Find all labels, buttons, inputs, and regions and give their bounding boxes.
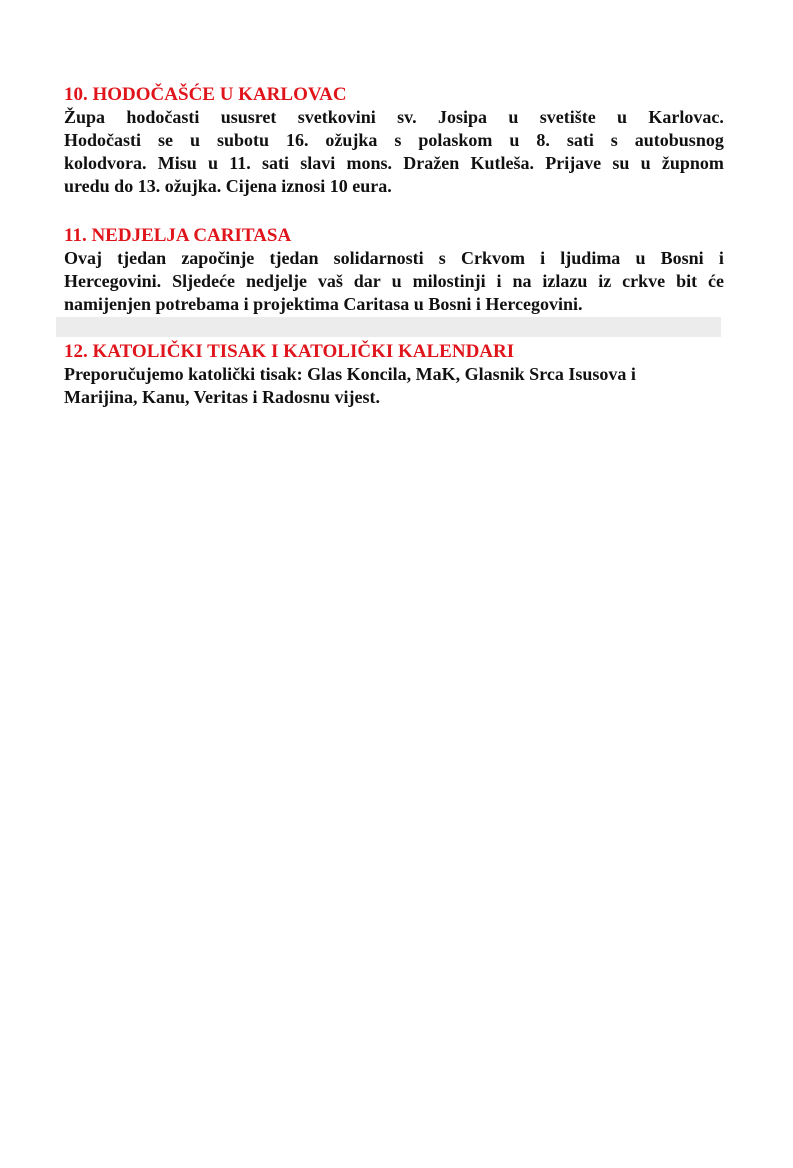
word: sati (566, 130, 594, 150)
word: u (617, 107, 628, 127)
word: crkve (622, 271, 666, 291)
word: i (540, 248, 546, 268)
word: s (394, 130, 402, 150)
word: u (391, 271, 402, 291)
word: započinje (181, 248, 255, 268)
word: u (509, 130, 520, 150)
word: s (438, 248, 446, 268)
word: Prijave (545, 153, 602, 173)
word: Karlovac. (648, 107, 724, 127)
word: sati (262, 153, 289, 173)
word: 16. (285, 130, 309, 150)
word: tjedan (269, 248, 319, 268)
word: u (508, 107, 519, 127)
word: u (635, 248, 646, 268)
word: i (496, 271, 502, 291)
word: subotu (216, 130, 269, 150)
text-line (64, 152, 724, 175)
word: iz (598, 271, 612, 291)
word: će (707, 271, 724, 291)
word: u (189, 130, 200, 150)
text-line: uredu do 13. ožujka. Cijena iznosi 10 eura. (64, 176, 392, 196)
word: s (610, 130, 618, 150)
section-heading: 10. HODOČAŠĆE U KARLOVAC (64, 84, 347, 105)
word: Josipa (437, 107, 488, 127)
word: svetkovini (297, 107, 376, 127)
text-line (64, 270, 724, 293)
word: Bosni (660, 248, 704, 268)
word: autobusnog (634, 130, 724, 150)
word: su (612, 153, 630, 173)
section-heading: 12. KATOLIČKI TISAK I KATOLIČKI KALENDARI (64, 341, 515, 362)
text-line (64, 106, 724, 129)
word: svetište (539, 107, 596, 127)
word: izlazu (542, 271, 588, 291)
section-katolicki-tisak (64, 341, 724, 409)
word: Ovaj (64, 248, 102, 268)
word: 11. (229, 153, 251, 173)
word: u (208, 153, 219, 173)
word: solidarnosti (333, 248, 424, 268)
section-nedjelja-caritasa (64, 225, 724, 316)
word: kolodvora. (64, 153, 147, 173)
section-heading: 11. NEDJELJA CARITASA (64, 225, 292, 246)
word: sv. (397, 107, 417, 127)
word: ususret (220, 107, 277, 127)
word: Crkvom (460, 248, 525, 268)
word: Sljedeće (172, 271, 236, 291)
word: župnom (661, 153, 724, 173)
word: dar (353, 271, 381, 291)
word: ožujka (325, 130, 378, 150)
word: na (512, 271, 532, 291)
section-hodocasce (64, 84, 724, 198)
text-line: Preporučujemo katolički tisak: Glas Koncila, MaK, Glasnik Srca Isusova i (64, 364, 636, 384)
word: nedjelje (245, 271, 307, 291)
highlight-band (56, 317, 721, 337)
word: i (718, 248, 724, 268)
section-body (64, 363, 724, 409)
text-line: namijenjen potrebama i projektima Caritasa u Bosni i Hercegovini. (64, 294, 583, 314)
text-line (64, 247, 724, 270)
section-body (64, 106, 724, 198)
word: polaskom (418, 130, 493, 150)
text-line (64, 129, 724, 152)
word: vaš (317, 271, 343, 291)
text-line: Marijina, Kanu, Veritas i Radosnu vijest. (64, 387, 381, 407)
word: u (640, 153, 651, 173)
word: 8. (536, 130, 550, 150)
word: tjedan (117, 248, 167, 268)
word: ljudima (560, 248, 621, 268)
word: hodočasti (126, 107, 200, 127)
word: se (157, 130, 173, 150)
section-body (64, 247, 724, 316)
word: Misu (157, 153, 197, 173)
word: Župa (64, 107, 106, 127)
word: bit (676, 271, 698, 291)
word: Hercegovini. (64, 271, 162, 291)
word: milostinji (412, 271, 486, 291)
word: Hodočasti (64, 130, 142, 150)
word: Dražen (403, 153, 460, 173)
word: mons. (346, 153, 392, 173)
word: slavi (300, 153, 336, 173)
word: Kutleša. (470, 153, 534, 173)
